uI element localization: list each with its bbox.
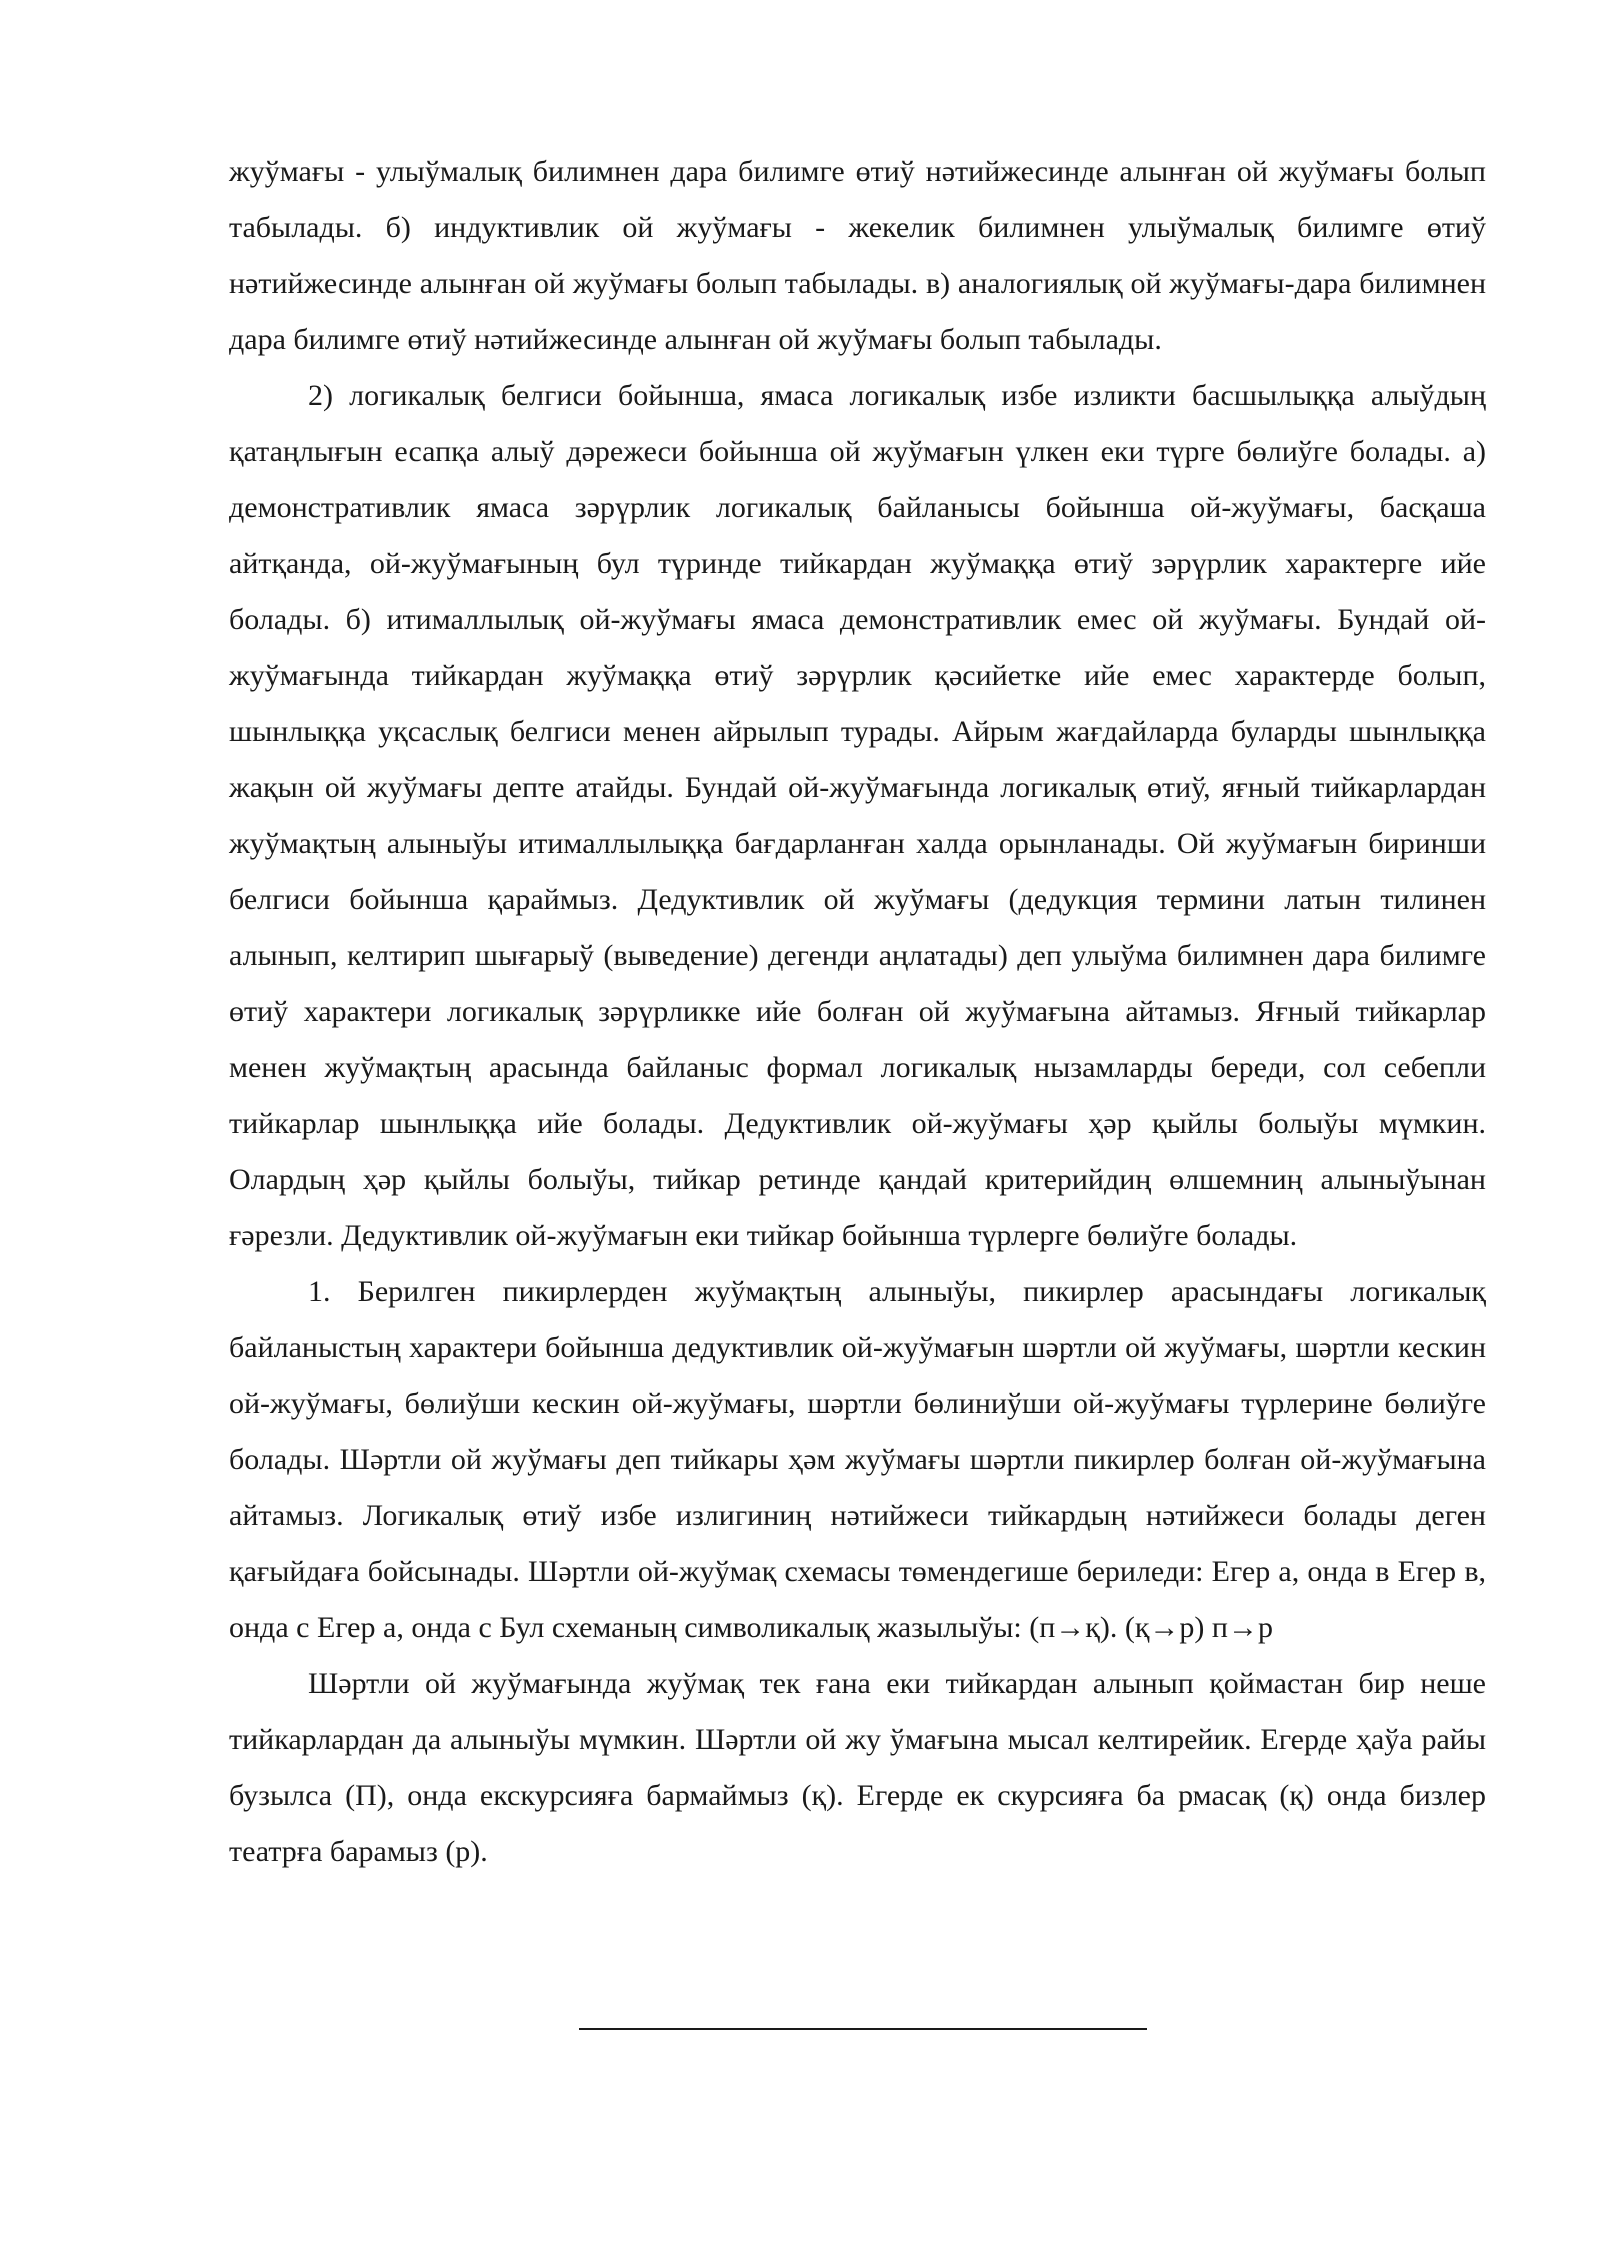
paragraph-example: Шәртли ой жуўмағында жуўмақ тек ғана еки тийкардан алынып қоймастан бир неше тийкарлардан да алыныўы мүмкин. Шәртли ой жу ўмағына мысал келтирейик. Егерде ҳаўа райы бузылса (П), онда екскурсияға бармаймыз (қ). Егерде ек скурсияға ба рмасақ (қ) онда бизлер театрға барамыз (р). [229, 1667, 1486, 1868]
paragraph-logical-criterion: 2) логикалық белгиси бойынша, ямаса логикалық избе изликти басшылыққа алыўдың қатаңлығын есапқа алыў дәрежеси бойынша ой жуўмағын үлкен еки түрге бөлиўге болады. а) демонстративлик ямаса зәрүрлик логикалық байланысы бойынша ой-жуўмағы, басқаша айтқанда, ой-жуўмағының бул түринде тийкардан жуўмаққа өтиў зәрүрлик характерге ийе болады. б) итималлылық ой-жуўмағы ямаса демонстративлик емес ой жуўмағы. Бундай ой-жуўмағында тийкардан жуўмаққа өтиў зәрүрлик қәсийетке ийе емес характерде болып, шынлыққа уқсаслық белгиси менен айрылып турады. Айрым жағдайларда буларды шынлыққа жақын ой жуўмағы депте атайды. Бундай ой-жуўмағында логикалық өтиў, яғный тийкарлардан жуўмақтың алыныўы итималлылыққа бағдарланған халда орынланады. Ой жуўмағын биринши белгиси бойынша қараймыз. Дедуктивлик ой жуўмағы (дедукция термини латын тилинен алынып, келтирип шығарыў (выведение) дегенди аңлатады) деп улыўма билимнен дара билимге өтиў характери логикалық зәрүрликке ийе болған ой жуўмағына айтамыз. Яғный тийкарлар менен жуўмақтың арасында байланыс формал логикалық нызамларды береди, сол себепли тийкарлар шынлыққа ийе болады. Дедуктивлик ой-жуўмағы ҳәр қыйлы болыўы мүмкин. Олардың ҳәр қыйлы болыўы, тийкар ретинде қандай критерийдиң өлшемниң алыныўынан ғәрезли. Дедуктивлик ой-жуўмағын еки тийкар бойынша түрлерге бөлиўге болады. [229, 379, 1486, 1252]
footnote-separator-line [579, 2028, 1147, 2030]
paragraph-conditional-inference: 1. Берилген пикирлерден жуўмақтың алыныўы, пикирлер арасындағы логикалық байланыстың характери бойынша дедуктивлик ой-жуўмағын шәртли ой жуўмағы, шәртли кескин ой-жуўмағы, бөлиўши кескин ой-жуўмағы, шәртли бөлиниўши ой-жуўмағы түрлерине бөлиўге болады. Шәртли ой жуўмағы деп тийкары ҳәм жуўмағы шәртли пикирлер болған ой-жуўмағына айтамыз. Логикалық өтиў избе излигиниң нәтийжеси тийкардың нәтийжеси болады деген қағыйдаға бойсынады. Шәртли ой-жуўмақ схемасы төмендегише бериледи: Егер а, онда в Егер в, онда с Егер а, онда с Бул схеманың символикалық жазылыўы: (п→қ). (қ→р) п→р [229, 1275, 1486, 1644]
paragraph-continuation: жуўмағы - улыўмалық билимнен дара билимге өтиў нәтийжесинде алынған ой жуўмағы болып табылады. б) индуктивлик ой жуўмағы - жекелик билимнен улыўмалық билимге өтиў нәтийжесинде алынған ой жуўмағы болып табылады. в) аналогиялық ой жуўмағы-дара билимнен дара билимге өтиў нәтийжесинде алынған ой жуўмағы болып табылады. [229, 155, 1486, 356]
document-body [229, 144, 1486, 1880]
